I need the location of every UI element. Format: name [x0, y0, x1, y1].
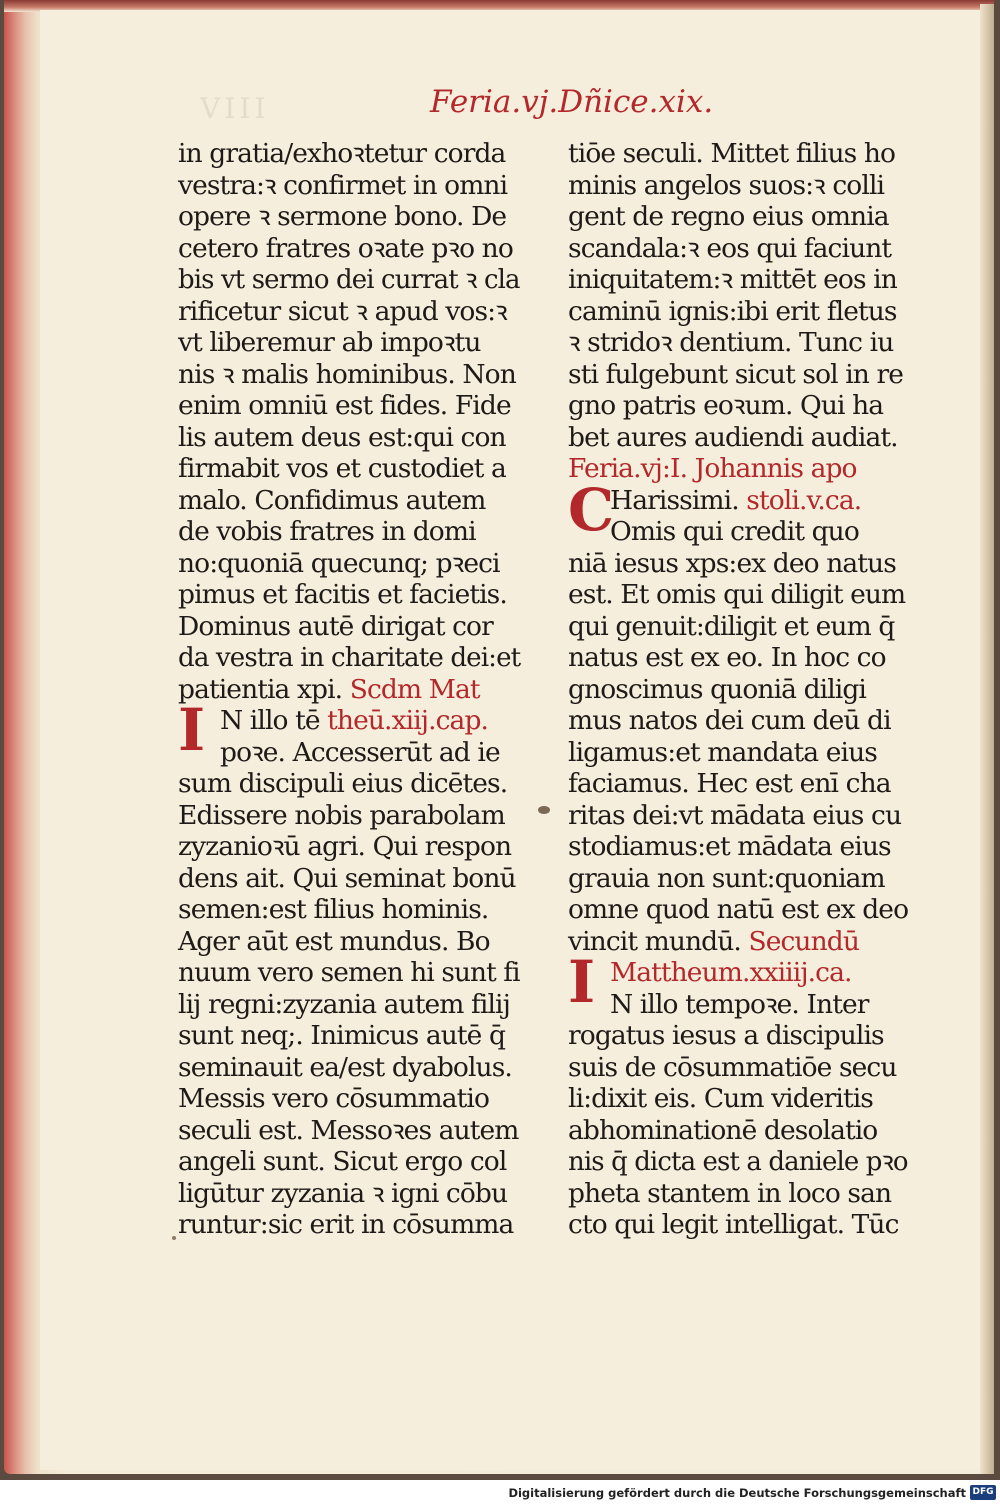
line-text: scandala:ꝛ eos qui faciunt — [568, 232, 892, 264]
text-line — [178, 390, 520, 422]
line-text: Harissimi. — [610, 484, 739, 516]
line-text: bet aures audiendi audiat. — [568, 421, 898, 453]
funding-credit: Digitalisierung gefördert durch die Deutsche Forschungsgemeinschaft — [508, 1486, 966, 1500]
text-line — [178, 327, 520, 359]
text-line — [178, 768, 520, 800]
line-text: pheta stantem in loco san — [568, 1177, 892, 1209]
text-line — [178, 831, 520, 863]
text-line — [568, 390, 908, 422]
text-line — [568, 1083, 908, 1115]
text-line — [178, 863, 520, 895]
line-text: caminū ignis:ibi erit fletus — [568, 295, 897, 327]
text-line — [178, 1083, 520, 1115]
line-text: runtur:sic erit in cōsumma — [178, 1209, 514, 1240]
text-line — [178, 233, 520, 265]
text-line — [568, 611, 908, 643]
text-line — [568, 422, 908, 454]
line-text: Messis vero cōsummatio — [178, 1083, 490, 1114]
line-text: cto qui legit intelligat. Tūc — [568, 1209, 899, 1240]
line-text: ligamus:et mandata eius — [568, 736, 877, 768]
left-text-column — [178, 138, 520, 1241]
text-line — [568, 359, 908, 391]
line-text: Omis qui credit quo — [610, 516, 859, 547]
text-line — [178, 548, 520, 580]
text-line — [178, 264, 520, 296]
line-text: est. Et omis qui diligit eum — [568, 579, 906, 610]
text-line — [178, 1209, 520, 1241]
line-text: niā iesus xps:ex deo natus — [568, 547, 896, 579]
page-right-edge — [980, 4, 994, 1474]
line-text: suis de cōsummatiōe secu — [568, 1051, 897, 1083]
text-line — [568, 201, 908, 233]
line-text: grauia non sunt:quoniam — [568, 862, 885, 894]
line-text: rificetur sicut ꝛ apud vos:ꝛ — [178, 295, 507, 327]
text-line — [178, 516, 520, 548]
text-line — [568, 1146, 908, 1178]
decorated-initial: I — [568, 948, 595, 1016]
rubric-text: theū.xiij.cap. — [319, 705, 489, 736]
line-text: rogatus iesus a discipulis — [568, 1020, 884, 1051]
line-text: de vobis fratres in domi — [178, 516, 476, 547]
line-text: N illo tempoꝛe. Inter — [610, 988, 869, 1020]
text-line — [568, 138, 908, 170]
running-head: Feria.vj.Dñice.xix. — [430, 84, 714, 120]
line-text: mus natos dei cum deū di — [568, 705, 891, 736]
line-text: lis autem deus est:qui con — [178, 421, 506, 453]
ink-blot — [538, 806, 550, 814]
text-line — [568, 264, 908, 296]
line-text: vestra:ꝛ confirmet in omni — [178, 169, 508, 201]
line-text: sti fulgebunt sicut sol in re — [568, 358, 904, 390]
text-line — [178, 1178, 520, 1210]
line-text: in gratia/exhoꝛtetur corda — [178, 138, 506, 169]
line-text: nis q̄ dicta est a daniele pꝛo — [568, 1146, 908, 1177]
line-text: semen:est filius hominis. — [178, 894, 489, 925]
text-line — [178, 642, 520, 674]
text-line — [178, 611, 520, 643]
text-line — [178, 674, 520, 706]
line-text: tiōe seculi. Mittet filius ho — [568, 138, 896, 169]
text-line — [568, 800, 908, 832]
line-text: angeli sunt. Sicut ergo col — [178, 1146, 507, 1177]
line-text: firmabit vos et custodiet a — [178, 453, 506, 484]
line-text: gnoscimus quoniā diligi — [568, 673, 866, 705]
text-line — [178, 926, 520, 958]
line-text: bis vt sermo dei currat ꝛ cla — [178, 264, 520, 295]
text-line — [178, 1020, 520, 1052]
text-line — [178, 453, 520, 485]
line-text: da vestra in charitate dei:et — [178, 642, 521, 673]
line-text: pimus et facitis et facietis. — [178, 579, 507, 610]
dfg-logo: DFG — [970, 1485, 996, 1500]
line-text: opere ꝛ sermone bono. De — [178, 201, 507, 232]
show-through-folio: VIII — [200, 92, 270, 125]
text-line — [568, 453, 908, 485]
line-text: li:dixit eis. Cum videritis — [568, 1083, 873, 1114]
decorated-initial: I — [178, 696, 205, 764]
text-line — [568, 233, 908, 265]
line-text: Dominus autē dirigat cor — [178, 610, 493, 642]
text-line — [178, 894, 520, 926]
line-text: gno patris eoꝛum. Qui ha — [568, 390, 884, 421]
line-text: vt liberemur ab impoꝛtu — [178, 327, 481, 358]
text-line — [568, 1052, 908, 1084]
line-text: natus est ex eo. In hoc co — [568, 642, 886, 673]
text-line — [178, 1146, 520, 1178]
line-text: patientia xpi. — [178, 673, 343, 705]
text-line — [178, 1052, 520, 1084]
text-line — [568, 768, 908, 800]
text-line — [178, 800, 520, 832]
line-text: lij regni:zyzania autem filij — [178, 988, 510, 1020]
rubric-text: Secundū — [740, 925, 859, 957]
text-line — [568, 926, 908, 958]
line-text: seminauit ea/est dyabolus. — [178, 1051, 512, 1083]
text-line — [178, 1115, 520, 1147]
text-line — [178, 422, 520, 454]
line-text: nis ꝛ malis hominibus. Non — [178, 358, 516, 390]
line-text: faciamus. Hec est enī cha — [568, 768, 891, 799]
line-text: sum discipuli eius dicētes. — [178, 768, 508, 799]
line-text: cetero fratres oꝛate pꝛo no — [178, 232, 513, 264]
line-text: seculi est. Messoꝛes autem — [178, 1114, 519, 1146]
line-text: poꝛe. Accesserūt ad ie — [220, 736, 500, 768]
text-line — [178, 170, 520, 202]
line-text: abhominationē desolatio — [568, 1114, 878, 1146]
text-line — [568, 1209, 908, 1241]
text-line — [178, 201, 520, 233]
line-text: vincit mundū. — [568, 925, 741, 957]
text-line — [568, 674, 908, 706]
line-text: enim omniū est fides. Fide — [178, 390, 511, 421]
line-text: N illo tē — [220, 705, 320, 736]
line-text: minis angelos suos:ꝛ colli — [568, 169, 885, 201]
text-line — [568, 548, 908, 580]
text-line — [178, 579, 520, 611]
text-line — [568, 516, 908, 548]
line-text: zyzanioꝛū agri. Qui respon — [178, 831, 512, 862]
line-text: ritas dei:vt mādata eius cu — [568, 799, 902, 831]
text-line — [568, 170, 908, 202]
text-line — [568, 989, 908, 1021]
rubric-text: Feria.vj:I. Johannis apo — [568, 453, 857, 484]
line-text: dens ait. Qui seminat bonū — [178, 862, 516, 894]
text-line — [178, 359, 520, 391]
line-text: no:quoniā quecunq; pꝛeci — [178, 547, 500, 579]
ink-speck — [172, 1236, 176, 1240]
text-line — [178, 138, 520, 170]
text-line — [568, 327, 908, 359]
line-text: sunt neq;. Inimicus autē q̄ — [178, 1020, 506, 1051]
text-line — [178, 296, 520, 328]
rubric-text: Mattheum.xxiiij.ca. — [610, 957, 852, 988]
text-line — [178, 957, 520, 989]
line-text: omne quod natū est ex deo — [568, 894, 909, 925]
rubric-text: stoli.v.ca. — [738, 484, 862, 516]
rubric-text: Scdm Mat — [342, 673, 480, 705]
text-line — [568, 894, 908, 926]
line-text: iniquitatem:ꝛ mittēt eos in — [568, 264, 897, 295]
text-line — [178, 989, 520, 1021]
line-text: gent de regno eius omnia — [568, 201, 889, 232]
line-text: ligūtur zyzania ꝛ igni cōbu — [178, 1177, 508, 1209]
line-text: ꝛ stridoꝛ dentium. Tunc iu — [568, 327, 894, 358]
line-text: nuum vero semen hi sunt fi — [178, 957, 520, 988]
text-line — [568, 737, 908, 769]
line-text: qui genuit:diligit et eum q̄ — [568, 610, 895, 642]
right-text-column — [568, 138, 908, 1241]
text-line — [568, 642, 908, 674]
line-text: malo. Confidimus autem — [178, 484, 486, 516]
decorated-initial: C — [568, 475, 614, 544]
text-line — [568, 296, 908, 328]
text-line — [568, 1020, 908, 1052]
line-text: stodiamus:et mādata eius — [568, 831, 891, 862]
text-line — [568, 1178, 908, 1210]
text-line — [568, 863, 908, 895]
text-line — [178, 485, 520, 517]
text-line — [178, 737, 520, 769]
text-line — [568, 705, 908, 737]
text-line — [568, 831, 908, 863]
line-text: Edissere nobis parabolam — [178, 799, 505, 831]
text-line — [568, 579, 908, 611]
line-text: Ager aūt est mundus. Bo — [178, 925, 490, 957]
text-line — [568, 1115, 908, 1147]
